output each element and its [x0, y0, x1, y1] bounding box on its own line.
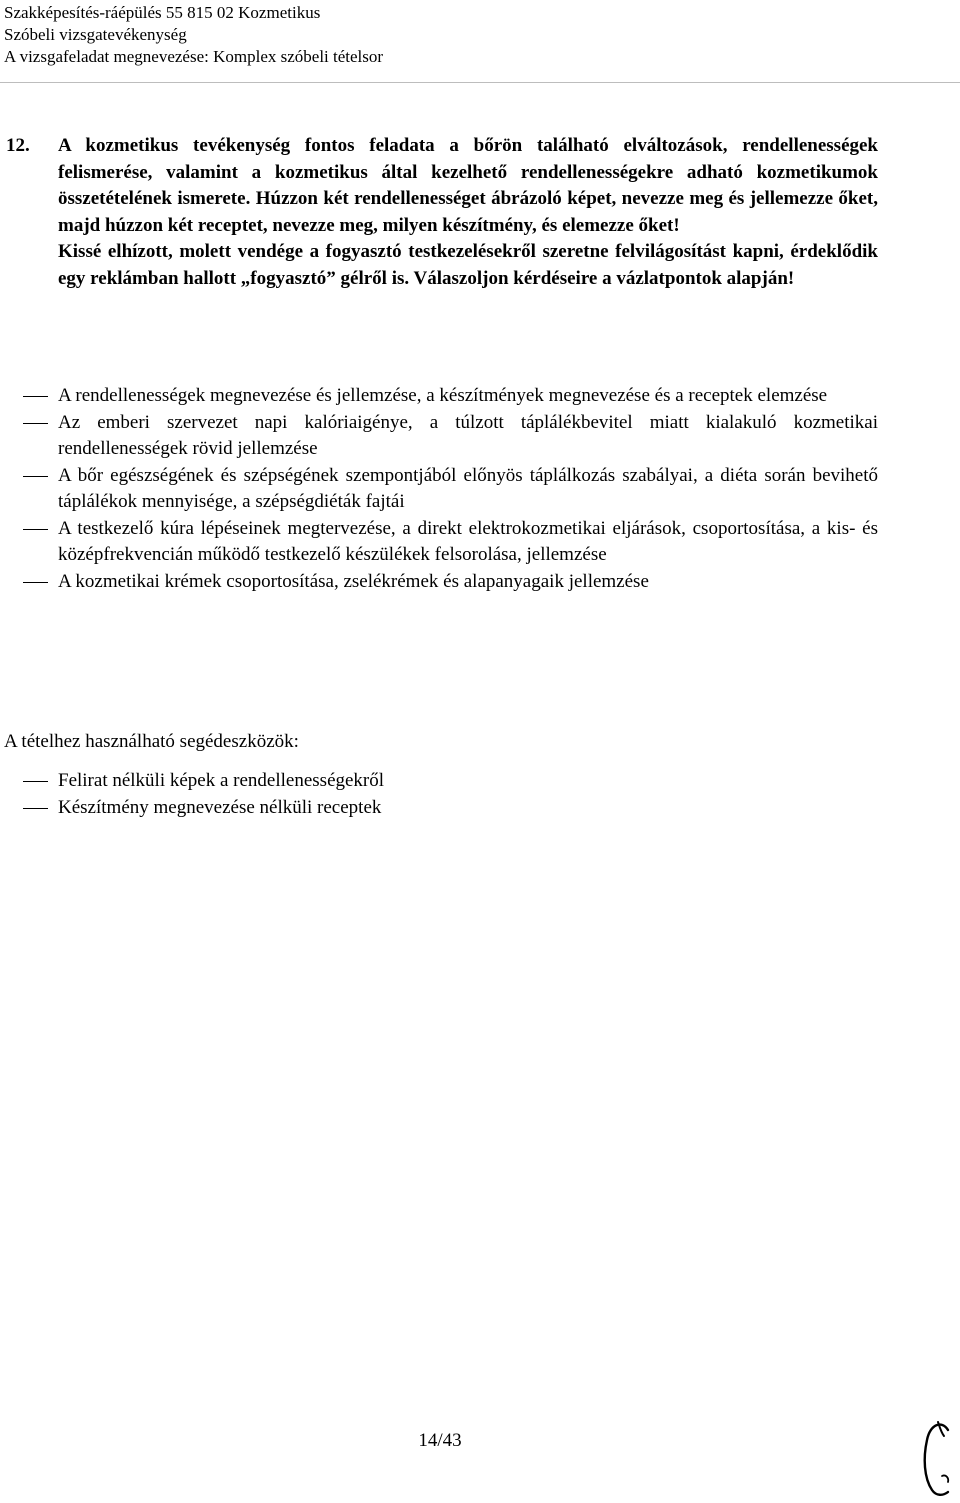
- header-task-name: A vizsgafeladat megnevezése: Komplex szóbeli tételsor: [4, 47, 384, 66]
- dash-bullet-icon: [23, 808, 48, 809]
- list-item: [0, 768, 878, 795]
- list-item: [0, 516, 878, 569]
- dash-bullet-icon: [23, 529, 48, 530]
- signature-icon: [918, 1418, 956, 1498]
- task-paragraph-2: Kissé elhízott, molett vendége a fogyasztó testkezelésekről szeretne felvilágosítást kapni, érdeklődik egy reklámban hallott „fogyasztó” gélről is. Válaszoljon kérdéseire a vázlatpontok alapján!: [58, 241, 878, 289]
- dash-bullet-icon: [23, 423, 48, 424]
- header-qualification: Szakképesítés-ráépülés 55 815 02 Kozmetikus: [4, 3, 321, 22]
- task-number: 12.: [6, 135, 30, 156]
- header-exam-activity: Szóbeli vizsgatevékenység: [4, 25, 187, 44]
- list-item: [0, 569, 878, 596]
- list-item-text: A rendellenességek megnevezése és jellemzése, a készítmények megnevezése és a receptek elemzése: [58, 385, 828, 406]
- list-item: [0, 463, 878, 516]
- list-item-text: Az emberi szervezet napi kalóriaigénye, a túlzott táplálékbevitel miatt kialakuló kozmetikai rendellenességek rövid jellemzése: [58, 411, 878, 459]
- dash-bullet-icon: [23, 476, 48, 477]
- list-item: [0, 383, 878, 410]
- list-item-text: Készítmény megnevezése nélküli receptek: [58, 796, 382, 818]
- list-item-text: A bőr egészségének és szépségének szempontjából előnyös táplálkozás szabályai, a diéta során bevihető táplálékok mennyisége, a szépségdiéták fajtái: [58, 464, 878, 512]
- list-item-text: Felirat nélküli képek a rendellenességekről: [58, 770, 385, 791]
- list-item: [0, 795, 878, 822]
- aids-title: A tételhez használható segédeszközök:: [4, 731, 299, 752]
- document-header: [4, 2, 383, 68]
- list-item-text: A testkezelő kúra lépéseinek megtervezése, a direkt elektrokozmetikai eljárások, csoportosítása, a kis- és középfrekvencián működő testkezelő készülékek felsorolása, jellemzése: [58, 517, 878, 565]
- page-number: 14/43: [418, 1430, 462, 1451]
- task-body: [58, 133, 878, 292]
- header-divider: [0, 82, 960, 83]
- task-paragraph-1: A kozmetikus tevékenység fontos feladata a bőrön található elváltozások, rendellenességek felismerése, valamint a kozmetikus által kezelhető rendellenességekre adható kozmetikumok összetételének ismerete. Húzzon két rendellenességet ábrázoló képet, nevezze meg és jellemezze őket, majd húzzon két receptet, nevezze meg, milyen készítmény, és elemezze őket!: [58, 135, 878, 236]
- dash-bullet-icon: [23, 781, 48, 782]
- aids-list: [0, 768, 878, 821]
- task-section: [0, 133, 878, 292]
- list-item: [0, 410, 878, 463]
- list-item-text: A kozmetikai krémek csoportosítása, zselékrémek és alapanyagaik jellemzése: [58, 570, 649, 592]
- dash-bullet-icon: [23, 396, 48, 397]
- dash-bullet-icon: [23, 582, 48, 583]
- outline-points-list: [0, 383, 878, 595]
